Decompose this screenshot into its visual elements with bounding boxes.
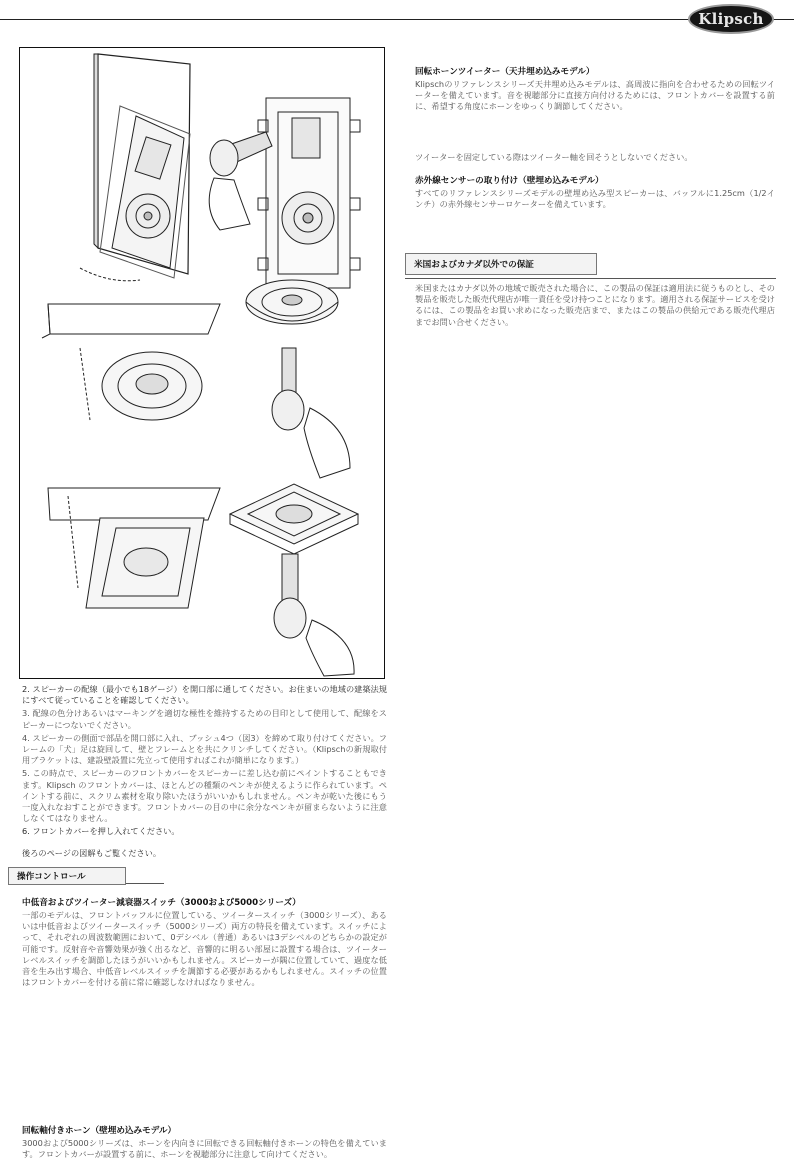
drill-illustration-2: [272, 348, 350, 478]
drill-illustration-3: [274, 554, 354, 676]
header-rule: [0, 19, 690, 20]
tweeter-note: ツイーターを固定している際はツイーター軸を回そうとしないでください。: [415, 152, 693, 162]
switch-heading: 中低音およびツイーター減衰器スイッチ（3000および5000シリーズ）: [22, 898, 301, 908]
ir-body: すべてのリファレンスシリーズモデルの壁埋め込み型スピーカーは、バッフルに1.25cm（1/2インチ）の赤外線センサーロケーターを備えています。: [415, 188, 775, 210]
ir-heading: 赤外線センサーの取り付け（壁埋め込みモデル）: [415, 176, 604, 186]
header-rule-right: [772, 19, 794, 20]
installation-illustration: [19, 47, 385, 679]
warranty-section: [415, 283, 775, 328]
step-5: 5. この時点で、スピーカーのフロントカバーをスピーカーに差し込む前にペイントすることもできます。Klipsch のフロントカバーは、ほとんどの種類のペンキが使えるように作られています。ペイントする前に、スクリム素材を取り除いたほうがいいかもしれません。ペンキが乾いた後にもう一度入れなおすことができます。フロントカバーの目の中に余分なペンキが留まらないように注意しなくてはなりません。: [22, 768, 387, 824]
switch-section: [22, 898, 387, 988]
speaker-panel-illustration: [258, 98, 360, 288]
see-diagrams-note: 後ろのページの図解もご覧ください。: [22, 847, 162, 858]
square-speaker-illustration: [230, 484, 358, 554]
warranty-body: 米国またはカナダ以外の地域で販売された場合に、この製品の保証は適用法に従うものとし、その製品を販売した販売代理店が唯一責任を受け持つことになります。適用される保証サービスを受けるには、この製品をお買い求めになった販売店まで、またはこの製品の供給元である販売代理店までお問い合せください。: [415, 283, 775, 327]
brand-logo-text: Klipsch: [698, 10, 764, 28]
step-2: 2. スピーカーの配線（最小でも18ゲージ）を開口部に通してください。お住まいの地域の建築法規にすべて従っていることを確認してください。: [22, 684, 387, 706]
step-4: 4. スピーカーの側面で部品を開口部に入れ、ブッシュ4つ（図3）を締めて取り付けてください。フレームの「犬」足は旋回して、壁とフレームとを共にクリンチしてください。（Klipschの新規取付用ブラケットは、建設壁設置に先立って使用すればこれが簡単になります。）: [22, 732, 387, 766]
step-3: 3. 配線の色分けあるいはマーキングを適切な極性を維持するための目印として使用して、配線をスピーカーにつないでください。: [22, 708, 387, 730]
round-speaker-illustration: [246, 280, 338, 324]
rotating-heading: 回転ホーンツイーター（天井埋め込みモデル）: [415, 67, 595, 77]
rotating-tweeter-section: [415, 67, 775, 113]
step-6: 6. フロントカバーを押し入れてください。: [22, 826, 180, 837]
horn-body: 3000および5000シリーズは、ホーンを内向きに回転できる回転軸付きホーンの特色を備えています。フロントカバーが設置する前に、ホーンを視聴部分に注意して向けてください。: [22, 1138, 387, 1160]
square-ceiling-panel-illustration: [48, 488, 220, 608]
brand-logo: [688, 4, 774, 34]
rotating-body: Klipschのリファレンスシリーズ天井埋め込みモデルは、高周波に指向を合わせるための回転ツイーターを備えています。音を視聴部分に直接方向付けるためには、フロントカバーを設置する前に、希望する角度にホーンをゆっくり調節してください。: [415, 79, 775, 112]
ir-sensor-section: [415, 176, 775, 210]
ceiling-panel-illustration: [42, 304, 220, 420]
tweeter-note-section: [415, 152, 775, 163]
switch-body: 一部のモデルは、フロントバッフルに位置している、ツイータースイッチ（3000シリーズ）、あるいは中低音およびツイータースイッチ（5000シリーズ）両方の特長を備えています。スイッチによって、それぞれの周波数範囲において、0デシベル（普通）あるいは3デシベルのどちらかの設定が可能です。反射音や音響効果が強く出るなど、音響的に明るい部屋に設置する場合は、ツイーターレベルスイッチを調節したほうがいいかもしれません。スピーカーが隅に位置していて、過度な低音を生み出す場合、中低音レベルスイッチを調節する必要があるかもしれません。スイッチの位置はフロントカバーを付ける前に常に確認しなければなりません。: [22, 910, 387, 988]
horn-heading: 回転軸付きホーン（壁埋め込みモデル）: [22, 1126, 177, 1136]
install-steps: [22, 684, 387, 859]
warranty-section-title: 米国およびカナダ以外での保証: [405, 253, 597, 275]
drill-illustration-1: [209, 132, 272, 230]
wall-panel-illustration: [80, 54, 190, 281]
horn-section: [22, 1126, 387, 1160]
warranty-section-rule: [405, 278, 776, 279]
operation-section-title: 操作コントロール: [8, 867, 126, 885]
